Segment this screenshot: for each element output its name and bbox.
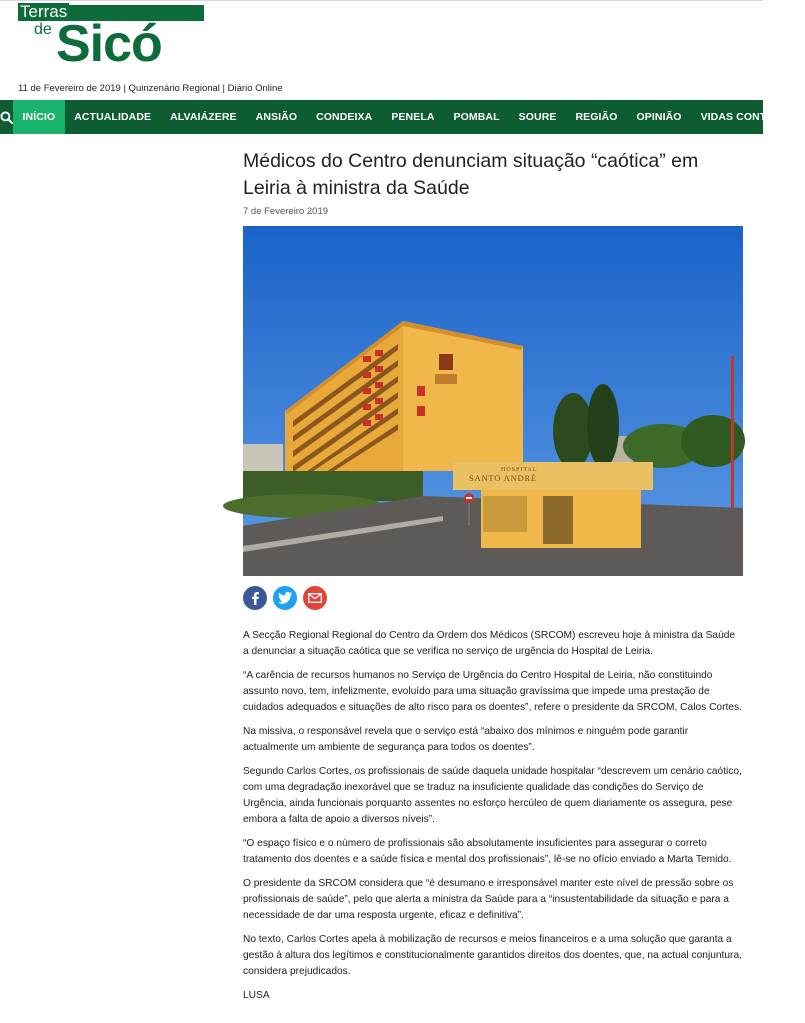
nav-item-inicio[interactable]: INÍCIO: [13, 100, 65, 134]
nav-item-pombal[interactable]: POMBAL: [453, 111, 500, 123]
article: [243, 148, 743, 1012]
twitter-icon: [278, 592, 292, 604]
article-date: 7 de Fevereiro 2019: [243, 206, 329, 217]
article-paragraph: Segundo Carlos Cortes, os profissionais de saúde daquela unidade hospitalar “descrevem um cenário caótico, com uma degradação inexorável que se traduz na insuficiente qualidade das condições do Serviço de Urgência, ainda funcionais porquanto assentes no esforço hercúleo de quem diariamente os assegura, pese embora a falta de apoio a diversos níveis”.: [243, 766, 742, 825]
email-icon: [308, 593, 322, 603]
nav-item-opiniao[interactable]: OPINIÃO: [636, 111, 682, 123]
nav-item-penela[interactable]: PENELA: [391, 111, 435, 123]
article-title: Médicos do Centro denunciam situação “caótica” em Leiria à ministra da Saúde: [243, 150, 699, 199]
nav-item-regiao[interactable]: REGIÃO: [575, 111, 618, 123]
logo-text-sico: Sicó: [56, 15, 162, 73]
facebook-share-button[interactable]: [243, 586, 267, 610]
nav-item-ansiao[interactable]: ANSIÃO: [255, 111, 298, 123]
article-paragraph: Na missiva, o responsável revela que o serviço está “abaixo dos mínimos e ninguém pode garantir actualmente um ambiente de segurança para todos os doentes”.: [243, 726, 689, 753]
article-photo: [243, 226, 743, 576]
nav-item-condeixa[interactable]: CONDEIXA: [316, 111, 373, 123]
nav-item-actualidade[interactable]: ACTUALIDADE: [74, 111, 152, 123]
search-button[interactable]: [0, 100, 13, 134]
twitter-share-button[interactable]: [273, 586, 297, 610]
article-paragraph: No texto, Carlos Cortes apela à mobilização de recursos e meios financeiros e a uma solução que garanta a gestão à altura dos legítimos e constitucionalmente garantidos direitos dos doentes, que, na actual conjuntura, considera prejudicados.: [243, 934, 742, 977]
share-bar: [243, 586, 743, 612]
nav-item-vidas-contadas[interactable]: VIDAS CONTADAS: [700, 111, 796, 123]
search-icon: [0, 111, 13, 124]
facebook-icon: [249, 591, 261, 605]
nav-item-alvaiazere[interactable]: ALVAIÁZERE: [170, 111, 237, 123]
email-share-button[interactable]: [303, 586, 327, 610]
logo-text-de: de: [34, 21, 52, 38]
article-body: [243, 628, 743, 1004]
nav-item-soure[interactable]: SOURE: [518, 111, 557, 123]
logo-text-terras: Terras: [20, 2, 68, 21]
article-paragraph: “A carência de recursos humanos no Serviço de Urgência do Centro Hospital de Leiria, não constituindo assunto novo, tem, infelizmente, evoluído para uma situação gravíssima que impede uma prestação de cuidados adequados e situações de alto risco para os doentes”, refere o presidente da SRCOM, Calos Cortes.: [243, 670, 742, 713]
sign-hospital: HOSPITAL: [501, 467, 538, 473]
main-navigation: [0, 100, 796, 134]
article-paragraph: “O espaço físico e o número de profissionais são absolutamente insuficientes para assegurar o correto tratamento dos doentes e a saúde física e mental dos profissionais”, lê-se no ofício enviado a Marta Temido.: [243, 838, 732, 865]
article-paragraph: A Secção Regional Regional do Centro da Ordem dos Médicos (SRCOM) escreveu hoje à ministra da Saúde a denunciar a situação caótica que se verifica no serviço de urgência do Hospital de Leiria.: [243, 630, 736, 657]
sign-santo-andre: SANTO ANDRÉ: [469, 473, 537, 483]
article-paragraph: O presidente da SRCOM considera que “é desumano e irresponsável manter este nível de pressão sobre os profissionais de saúde”, pelo que alerta a ministra da Saúde para a “insustentabilidade da situação e para a necessidade de dar uma resposta urgente, eficaz e definitiva”.: [243, 878, 734, 921]
hospital-photo: [243, 226, 743, 576]
article-source: LUSA: [243, 990, 270, 1001]
site-logo[interactable]: [18, 2, 204, 73]
header-tagline: 11 de Fevereiro de 2019 | Quinzenário Regional | Diário Online: [18, 83, 283, 94]
site-header: [0, 0, 763, 100]
